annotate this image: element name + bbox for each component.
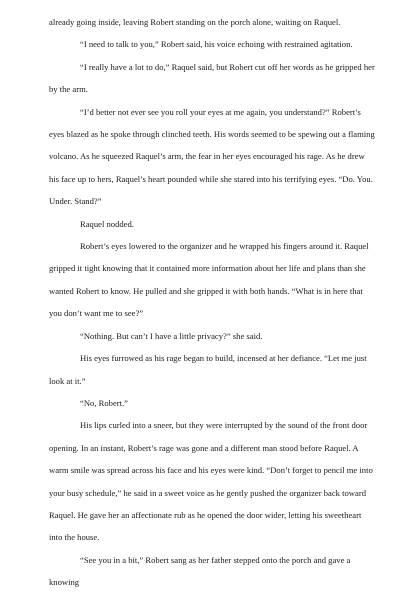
paragraph: His eyes furrowed as his rage began to build, incensed at her defiance. “Let me just look at it.”	[49, 353, 367, 386]
paragraph: “See you in a bit,” Robert sang as her father stepped onto the porch and gave a knowing	[49, 554, 351, 588]
paragraph: “I really have a lot to do,” Raquel said, but Robert cut off her words as he gripped her by the arm.	[49, 61, 375, 95]
paragraph: “I need to talk to you,” Robert said, his voice echoing with restrained agitation.	[80, 39, 353, 50]
paragraph: His lips curled into a sneer, but they were interrupted by the sound of the front door opening. In an instant, Robert’s rage was gone and a different man stood before Raquel. A warm smile was spread across his face and his eyes were kind. “Don’t forget to pencil me into your busy schedule,” he said in a sweet voice as he gently pushed the organizer back toward Raquel. He gave her an affectionate rub as he opened the door wider, letting his sweetheart into the house.	[49, 420, 373, 543]
paragraph: Raquel nodded.	[80, 218, 134, 229]
paragraph: already going inside, leaving Robert standing on the porch alone, waiting on Raquel.	[49, 17, 341, 27]
paragraph: Robert’s eyes lowered to the organizer and he wrapped his fingers around it. Raquel gripped it tight knowing that it contained more information about her life and plans than she wanted Robert to know. He pulled and she gripped it with both hands. “What is in here that you don’t want me to see?”	[49, 241, 369, 319]
paragraph: “Nothing. But can’t I have a little privacy?” she said.	[80, 330, 263, 341]
body-text	[49, 11, 375, 594]
paragraph: “I’d better not ever see you roll your eyes at me again, you understand?” Robert’s eyes blazed as he spoke through clinched teeth. His words seemed to be spewing out a flaming volcano. As he squeezed Raquel’s arm, the fear in her eyes encouraged his rage. As he drew his face up to hers, Raquel’s heart pounded while she stared into his terrifying eyes. “Do. You. Under. Stand?”	[49, 106, 375, 207]
paragraph: “No, Robert.”	[80, 397, 128, 408]
